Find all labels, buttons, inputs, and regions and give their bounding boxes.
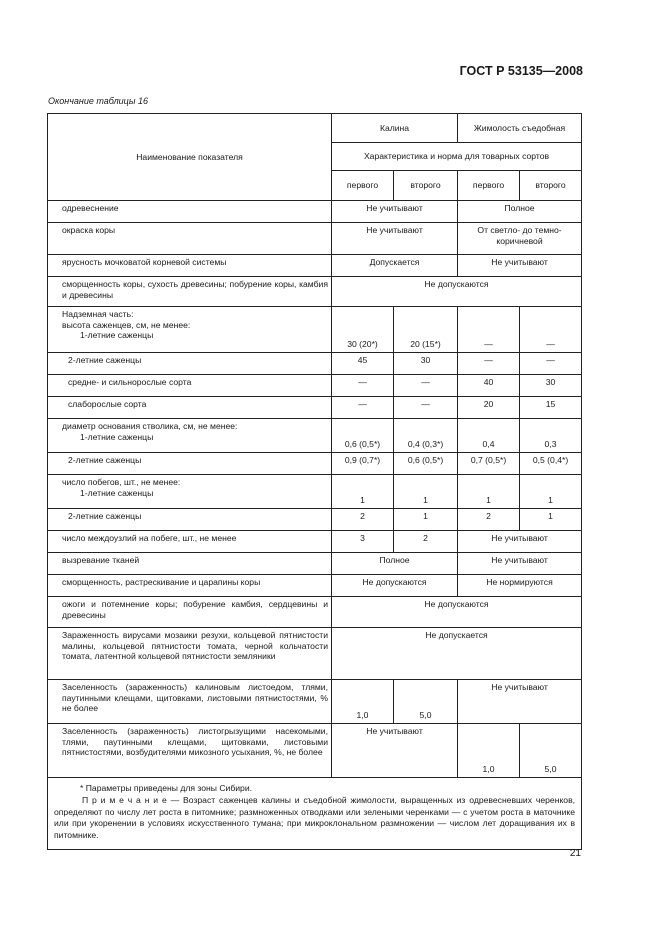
col-header-zhimolost: Жимолость съедобная [458,114,582,143]
cell-value: 1 [394,475,458,509]
cell-zhim: Не нормируются [458,575,582,597]
table-row [48,724,582,778]
cell-value: 1,0 [458,724,520,778]
cell-value: 15 [520,397,582,419]
table-row [48,597,582,628]
label-line: 1-летние саженцы [80,487,154,498]
label-line: 1-летние саженцы [80,330,154,341]
row-label: сморщенность, растрескивание и царапины коры [48,575,332,597]
header-second-kalina: второго [394,171,458,201]
table-row [48,223,582,255]
cell-value: 2 [332,509,394,531]
cell-value: 5,0 [520,724,582,778]
cell-value: 0,4 (0,3*) [394,419,458,453]
cell-value: 30 [394,353,458,375]
row-label: число междоузлий на побеге, шт., не менее [48,531,332,553]
cell-value: 1,0 [332,680,394,724]
col-header-characteristic: Характеристика и норма для товарных сортов [332,143,582,171]
col-header-kalina: Калина [332,114,458,143]
cell-kalina: Не учитывают [332,201,458,223]
row-label: вызревание тканей [48,553,332,575]
table-row [48,680,582,724]
row-label [48,475,332,509]
row-label [48,419,332,453]
cell-value: 2 [458,509,520,531]
table-row [48,531,582,553]
label-line: 1-летние саженцы [80,431,154,442]
cell-value: 2 [394,531,458,553]
cell-value: — [458,307,520,353]
cell-value: 1 [520,475,582,509]
row-label: ярусность мочковатой корневой системы [48,255,332,277]
cell-value: — [332,375,394,397]
cell-value: 3 [332,531,394,553]
cell-value: 1 [458,475,520,509]
cell-zhim: Не учитывают [458,553,582,575]
table-row [48,453,582,475]
table-row [48,419,582,453]
cell-zhim: Не учитывают [458,680,582,724]
row-label [48,307,332,353]
row-label: одревеснение [48,201,332,223]
col-header-name: Наименование показателя [48,114,332,201]
label-line: число побегов, шт., не менее: [62,477,181,487]
table-row [48,375,582,397]
cell-value: 5,0 [394,680,458,724]
table-row [48,397,582,419]
row-label: слаборослые сорта [48,397,332,419]
table-row [48,307,582,353]
cell-kalina: Допускается [332,255,458,277]
cell-all: Не допускается [332,628,582,680]
table-row [48,553,582,575]
header-second-zhim: второго [520,171,582,201]
cell-value: — [394,375,458,397]
cell-value: 40 [458,375,520,397]
table-caption: Окончание таблицы 16 [48,96,148,106]
cell-value: — [458,353,520,375]
cell-value: 1 [394,509,458,531]
cell-value: — [394,397,458,419]
row-label: окраска коры [48,223,332,255]
table-row [48,201,582,223]
header-first-zhim: первого [458,171,520,201]
cell-zhim: Не учитывают [458,255,582,277]
header-first-kalina: первого [332,171,394,201]
row-label: 2-летние саженцы [48,453,332,475]
cell-value: — [520,353,582,375]
cell-value: 0,6 (0,5*) [394,453,458,475]
row-label: Заселенность (зараженность) калиновым листоедом, тлями, паутинными клещами, щитовками, листовыми пятнистостями, % не более [48,680,332,724]
table-note: П р и м е ч а н и е — Возраст саженцев калины и съедобной жимолости, выращенных из одревесневших черенков, определяют по числу лет роста в питомнике; размноженных отводками или зелеными черенками — с учетом роста в маточнике или при укоренении в условиях искусственного тумана; при микроклональном размножении — числом лет доращивания их в питомнике. [54,794,576,841]
table-footer-row [48,778,582,850]
cell-kalina: Полное [332,553,458,575]
table-row [48,628,582,680]
cell-zhim: От светло- до темно-коричневой [458,223,582,255]
row-label: Зараженность вирусами мозаики резухи, кольцевой пятнистости малины, кольцевой пятнистости томата, черной кольчатости томата, латентной кольцевой пятнистости земляники [48,628,332,680]
cell-value: 20 [458,397,520,419]
label-line: Надземная часть: [62,309,134,319]
table-row [48,255,582,277]
standard-header: ГОСТ Р 53135—2008 [459,64,583,78]
row-label: ожоги и потемнение коры; побурение камбия, сердцевины и древесины [48,597,332,628]
cell-value: 45 [332,353,394,375]
cell-zhim: Не учитывают [458,531,582,553]
cell-zhim: Полное [458,201,582,223]
table-16 [47,113,582,850]
cell-value: 30 [520,375,582,397]
row-label: Заселенность (зараженность) листогрызущими насекомыми, тлями, паутинными клещами, щитовками, листовыми пятнистостями, возбудителями микозного усыхания, %, не более [48,724,332,778]
cell-kalina: Не учитывают [332,724,458,778]
row-label: средне- и сильнорослые сорта [48,375,332,397]
row-label: 2-летние саженцы [48,509,332,531]
row-label: сморщенность коры, сухость древесины; побурение коры, камбия и древесины [48,277,332,307]
cell-value: 0,5 (0,4*) [520,453,582,475]
table-footer [48,778,582,850]
table-row [48,475,582,509]
cell-value: 0,7 (0,5*) [458,453,520,475]
footnote: * Параметры приведены для зоны Сибири. [80,783,253,793]
table-row [48,575,582,597]
cell-value: 1 [520,509,582,531]
table-row [48,353,582,375]
cell-all: Не допускаются [332,597,582,628]
row-label: 2-летние саженцы [48,353,332,375]
table-row [48,277,582,307]
cell-value: 0,3 [520,419,582,453]
label-line: высота саженцев, см, не менее: [62,319,191,330]
cell-value: 0,9 (0,7*) [332,453,394,475]
cell-value: 0,4 [458,419,520,453]
cell-value: 20 (15*) [394,307,458,353]
page-number: 21 [569,848,581,859]
cell-value: 1 [332,475,394,509]
cell-value: 0,6 (0,5*) [332,419,394,453]
cell-value: — [332,397,394,419]
cell-value: 30 (20*) [332,307,394,353]
label-line: диаметр основания стволика, см, не менее: [62,421,238,431]
cell-kalina: Не учитывают [332,223,458,255]
cell-value: — [520,307,582,353]
cell-kalina: Не допускаются [332,575,458,597]
table-row [48,509,582,531]
cell-all: Не допускаются [332,277,582,307]
